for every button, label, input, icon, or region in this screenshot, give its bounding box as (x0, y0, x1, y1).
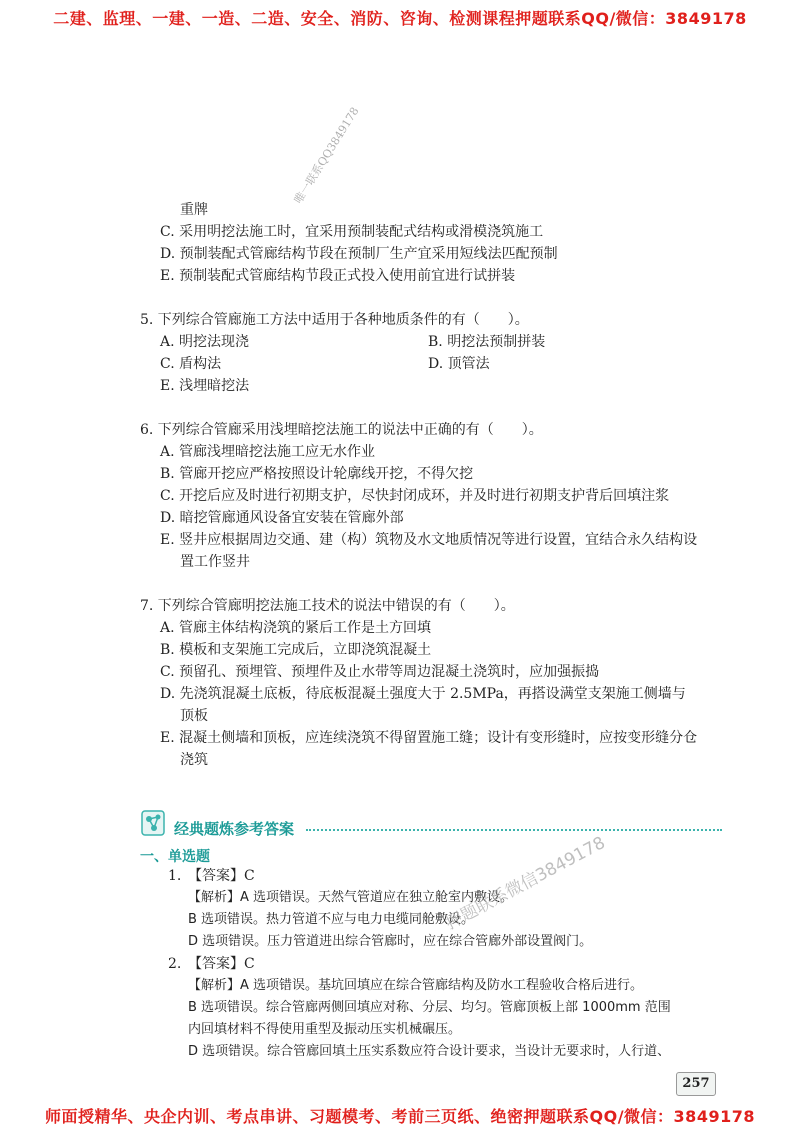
prev-option-c: C. 采用明挖法施工时，宜采用预制装配式结构或滑模浇筑施工 (160, 224, 544, 240)
page-number: 257 (676, 1072, 716, 1096)
answer-1-key: 【答案】C (188, 868, 255, 884)
answer-1-explanation-a: 【解析】A 选项错误。天然气管道应在独立舱室内敷设。 (188, 890, 514, 905)
answer-2-explanation-a: 【解析】A 选项错误。基坑回填应在综合管廊结构及防水工程验收合格后进行。 (188, 978, 644, 993)
answers-section-header (140, 808, 722, 844)
bottom-banner: 师面授精华、央企内训、考点串讲、习题模考、考前三页纸、绝密押题联系QQ/微信：3849178 (45, 1107, 755, 1126)
section-divider (306, 829, 722, 831)
puzzle-network-icon (140, 808, 170, 838)
q6-option-b: B. 管廊开挖应严格按照设计轮廓线开挖，不得欠挖 (160, 466, 474, 482)
q5-option-e: E. 浅埋暗挖法 (160, 378, 250, 394)
q6-option-e-continuation: 置工作竖井 (180, 554, 250, 570)
q6-option-d: D. 暗挖管廊通风设备宜安装在管廊外部 (160, 510, 404, 526)
q5-option-a: A. 明挖法现浇 (160, 334, 250, 350)
q7-option-e-continuation: 浇筑 (180, 752, 208, 768)
q5-option-b: B. 明挖法预制拼装 (428, 334, 546, 350)
q6-option-e: E. 竖井应根据周边交通、建（构）筑物及水文地质情况等进行设置，宜结合永久结构设 (160, 532, 698, 548)
question-7-stem: 7. 下列综合管廊明挖法施工技术的说法中错误的有（ ）。 (140, 598, 515, 614)
answers-section-title: 经典题炼参考答案 (174, 820, 295, 838)
prev-option-e: E. 预制装配式管廊结构节段正式投入使用前宜进行试拼装 (160, 268, 516, 284)
q7-option-c: C. 预留孔、预埋管、预埋件及止水带等周边混凝土浇筑时，应加强振捣 (160, 664, 600, 680)
q6-option-c: C. 开挖后应及时进行初期支护，尽快封闭成环，并及时进行初期支护背后回填注浆 (160, 488, 670, 504)
answer-2-explanation-b-continuation: 内回填材料不得使用重型及振动压实机械碾压。 (188, 1022, 462, 1037)
answer-1-number: 1. (168, 868, 182, 884)
single-choice-subhead: 一、单选题 (140, 849, 210, 865)
answer-2-explanation-d: D 选项错误。综合管廊回填土压实系数应符合设计要求，当设计无要求时，人行道、 (188, 1044, 671, 1059)
watermark-diagonal-small: 唯一联系QQ3849178 (291, 104, 362, 206)
answer-2-explanation-b: B 选项错误。综合管廊两侧回填应对称、分层、均匀。管廊顶板上部 1000mm 范围 (188, 1000, 671, 1015)
question-6-stem: 6. 下列综合管廊采用浅埋暗挖法施工的说法中正确的有（ ）。 (140, 422, 543, 438)
q5-option-c: C. 盾构法 (160, 356, 222, 372)
q6-option-a: A. 管廊浅埋暗挖法施工应无水作业 (160, 444, 376, 460)
answer-1-explanation-b: B 选项错误。热力管道不应与电力电缆同舱敷设。 (188, 912, 475, 927)
answer-2-number: 2. (168, 956, 182, 972)
prev-option-d: D. 预制装配式管廊结构节段在预制厂生产宜采用短线法匹配预制 (160, 246, 558, 262)
watermark-diagonal-large: 押题联系微信3849178 (442, 832, 609, 935)
q5-option-d: D. 顶管法 (428, 356, 490, 372)
q7-option-e: E. 混凝土侧墙和顶板，应连续浇筑不得留置施工缝；设计有变形缝时，应按变形缝分仓 (160, 730, 698, 746)
question-5-stem: 5. 下列综合管廊施工方法中适用于各种地质条件的有（ ）。 (140, 312, 529, 328)
q7-option-d: D. 先浇筑混凝土底板，待底板混凝土强度大于 2.5MPa，再搭设满堂支架施工侧墙与 (160, 686, 686, 702)
q7-option-b: B. 模板和支架施工完成后，立即浇筑混凝土 (160, 642, 432, 658)
q7-option-d-continuation: 顶板 (180, 708, 208, 724)
q7-option-a: A. 管廊主体结构浇筑的紧后工作是土方回填 (160, 620, 432, 636)
answer-1-explanation-d: D 选项错误。压力管道进出综合管廊时，应在综合管廊外部设置阀门。 (188, 934, 593, 949)
prev-question-continuation: 重牌 (180, 202, 208, 218)
answer-2-key: 【答案】C (188, 956, 255, 972)
top-banner: 二建、监理、一建、一造、二造、安全、消防、咨询、检测课程押题联系QQ/微信：3849178 (53, 9, 747, 28)
